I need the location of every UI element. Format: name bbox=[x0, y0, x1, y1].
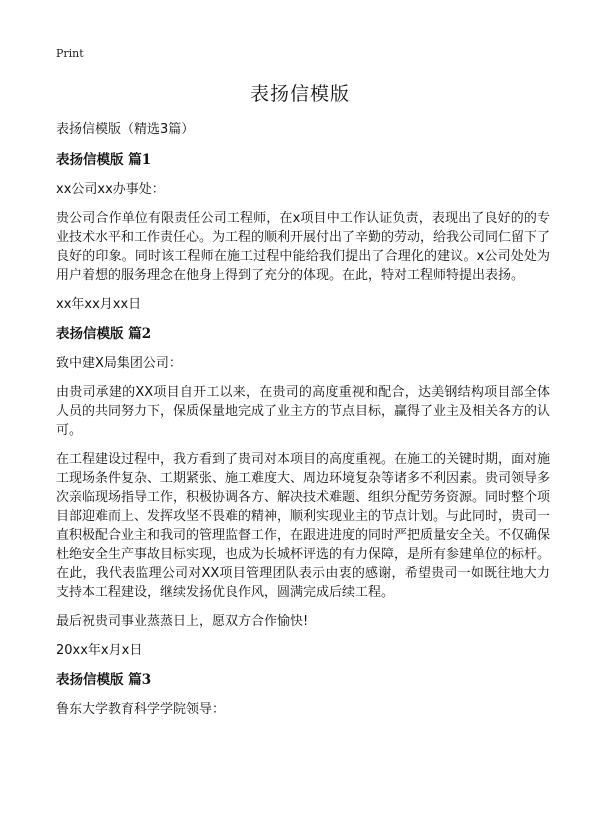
paragraph: 最后祝贵司事业蒸蒸日上，愿双方合作愉快! bbox=[56, 614, 309, 629]
section-3 bbox=[56, 670, 550, 719]
paragraph: 在工程建设过程中，我方看到了贵司对本项目的高度重视。在施工的关键时期，面对施工现场条件复杂、工期紧张、施工难度大、周边环境复杂等诸多不利因素。贵司领导多次亲临现场指导工作，积极协调各方、解决技术难题、组织分配劳务资源。同时整个项目部迎难而上、发挥攻坚不畏难的精神，顺利实现业主的节点计划。与此同时，贵司一直积极配合业主和我司的管理监督工作，在跟进进度的同时严把质量安全关。不仅确保杜绝安全生产事故目标实现，也成为长城杯评选的有力保障，是所有参建单位的标杆。在此，我代表监理公司对XX项目管理团队表示由衷的感谢，希望贵司一如既往地大力支持本工程建设，继续发扬优良作风，圆满完成后续工程。 bbox=[56, 452, 551, 600]
salutation: xx公司xx办事处： bbox=[56, 182, 165, 197]
date-line: xx年xx月xx日 bbox=[56, 297, 142, 312]
section-heading: 表扬信模版 篇2 bbox=[56, 326, 152, 342]
document-body bbox=[56, 120, 550, 729]
section-2 bbox=[56, 324, 550, 660]
print-label[interactable]: Print bbox=[56, 47, 84, 60]
salutation: 致中建X局集团公司： bbox=[56, 356, 182, 371]
document-title: 表扬信模版 bbox=[249, 83, 350, 105]
paragraph: 贵公司合作单位有限责任公司工程师，在x项目中工作认证负责，表现出了良好的的专业技术水平和工作责任心。为工程的顺利开展付出了辛勤的劳动，给我公司同仁留下了良好的印象。同时该工程师在施工过程中能给我们提出了合理化的建议。x公司处处为用户着想的服务理念在他身上得到了充分的体现。在此，特对工程师特提出表扬。 bbox=[56, 211, 551, 283]
paragraph: 由贵司承建的XX项目自开工以来，在贵司的高度重视和配合，达美钢结构项目部全体人员的共同努力下，保质保量地完成了业主方的节点目标，赢得了业主及相关各方的认可。 bbox=[56, 385, 551, 438]
date-line: 20xx年x月x日 bbox=[56, 643, 143, 658]
document-subtitle: 表扬信模版（精选3篇） bbox=[56, 122, 195, 137]
section-heading: 表扬信模版 篇1 bbox=[56, 152, 152, 168]
section-heading: 表扬信模版 篇3 bbox=[56, 672, 152, 688]
salutation: 鲁东大学教育科学学院领导： bbox=[56, 702, 226, 717]
section-1 bbox=[56, 150, 550, 314]
